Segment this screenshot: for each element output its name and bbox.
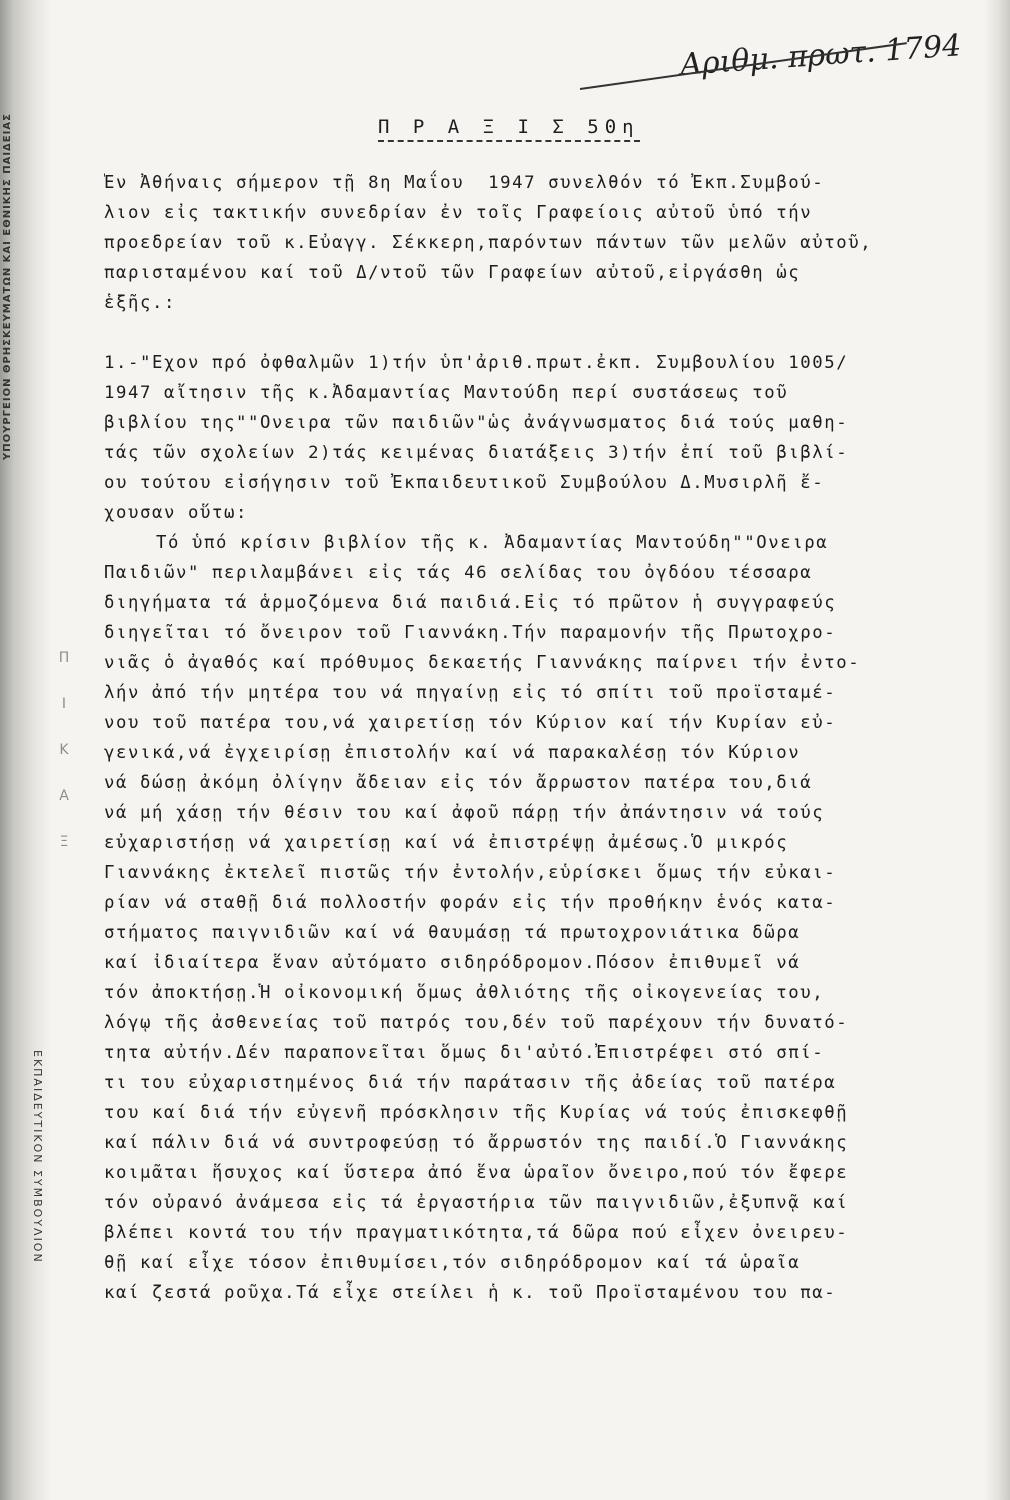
margin-letters — [52, 650, 76, 850]
margin-letter: Ι — [61, 696, 67, 712]
protocol-number-annotation: Αριθμ. πρωτ. 1794 — [679, 28, 963, 83]
ministry-stamp: ΥΠΟΥΡΓΕΙΟΝ ΘΡΗΣΚΕΥΜΑΤΩΝ ΚΑΙ ΕΘΝΙΚΗΣ ΠΑΙΔΕΙΑΣ — [2, 113, 13, 460]
text-line: παρισταμένου καί τοῦ Δ/ντοῦ τῶν Γραφείων αὐτοῦ,εἰργάσθη ὡς — [104, 263, 801, 283]
text-line: τι του εὐχαριστημένος διά τήν παράτασιν τῆς ἀδείας τοῦ πατέρα — [104, 1073, 837, 1093]
text-line: ἑξῆς.: — [104, 293, 177, 313]
text-line: κοιμᾶται ἥσυχος καί ὕστερα ἀπό ἕνα ὡραῖον ὄνειρο,πού τόν ἔφερε — [104, 1163, 849, 1183]
text-line: 1.-"Εχον πρό ὀφθαλμῶν 1)τήν ὑπ'ἀριθ.πρωτ.ἐκπ. Συμβουλίου 1005/ — [104, 353, 849, 373]
text-line: διηγήματα τά ἁρμοζόμενα διά παιδιά.Εἰς τό πρῶτον ἡ συγγραφεύς — [104, 593, 837, 613]
text-line: τόν ἀποκτήσῃ.Ἡ οἰκονομική ὅμως ἀθλιότης τῆς οἰκογενείας του, — [104, 983, 825, 1003]
paragraph-item-1 — [104, 348, 974, 528]
text-line: τόν οὐρανό ἀνάμεσα εἰς τά ἐργαστήρια τῶν παιγνιδιῶν,ἐξυπνᾷ καί — [104, 1193, 849, 1213]
document-body — [104, 168, 974, 1308]
margin-letter: Κ — [59, 742, 69, 758]
text-line: βλέπει κοντά του τήν πραγματικότητα,τά δῶρα πού εἶχεν ὀνειρευ- — [104, 1223, 849, 1243]
text-line: νά μή χάσῃ τήν θέσιν του καί ἀφοῦ πάρῃ τήν ἀπάντησιν νά τούς — [104, 803, 825, 823]
text-line: λιον εἰς τακτικήν συνεδρίαν ἐν τοῖς Γραφείοις αὐτοῦ ὑπό τήν — [104, 203, 813, 223]
text-line: 1947 αἴτησιν τῆς κ.Ἀδαμαντίας Μαντούδη περί συστάσεως τοῦ — [104, 383, 789, 403]
paragraph-meeting-intro — [104, 168, 974, 318]
text-line: νά δώσῃ ἀκόμη ὀλίγην ἄδειαν εἰς τόν ἄρρωστον πατέρα του,διά — [104, 773, 813, 793]
margin-letter: Α — [59, 788, 69, 804]
text-line: ου τούτου εἰσήγησιν τοῦ Ἐκπαιδευτικοῦ Συμβούλου Δ.Μυσιρλῆ ἔ- — [104, 473, 825, 493]
text-line: προεδρείαν τοῦ κ.Εὐαγγ. Σέκκερη,παρόντων πάντων τῶν μελῶν αὐτοῦ, — [104, 233, 873, 253]
margin-letter: Π — [58, 650, 70, 666]
text-line: Παιδιῶν" περιλαμβάνει εἰς τάς 46 σελίδας του ὀγδόου τέσσαρα — [104, 563, 813, 583]
right-page-edge — [984, 0, 1010, 1500]
document-title: Π Ρ Α Ξ Ι Σ 50η — [378, 116, 640, 142]
text-line: χουσαν οὕτω: — [104, 503, 249, 523]
text-line: νου τοῦ πατέρα του,νά χαιρετίσῃ τόν Κύριον καί τήν Κυρίαν εὐ- — [104, 713, 837, 733]
text-line: Γιαννάκης ἐκτελεῖ πιστῶς τήν ἐντολήν,εὑρίσκει ὅμως τήν εὐκαι- — [104, 863, 837, 883]
text-line: διηγεῖται τό ὄνειρον τοῦ Γιαννάκη.Τήν παραμονήν τῆς Πρωτοχρο- — [104, 623, 837, 643]
text-line: καί ζεστά ροῦχα.Τά εἶχε στείλει ἡ κ. τοῦ Προϊσταμένου του πα- — [104, 1283, 837, 1303]
paragraph-report — [104, 528, 974, 1308]
margin-letter: Ξ — [59, 834, 69, 850]
text-line: Τό ὑπό κρίσιν βιβλίον τῆς κ. Ἀδαμαντίας Μαντούδη""Ονειρα — [156, 533, 829, 553]
text-line: νιᾶς ὁ ἀγαθός καί πρόθυμος δεκαετής Γιαννάκης παίρνει τήν ἐντο- — [104, 653, 861, 673]
text-line: τητα αὐτήν.Δέν παραπονεῖται ὅμως δι'αὐτό.Ἐπιστρέφει στό σπί- — [104, 1043, 825, 1063]
text-line: στήματος παιγνιδιῶν καί νά θαυμάσῃ τά πρωτοχρονιάτικα δῶρα — [104, 923, 801, 943]
text-line: ρίαν νά σταθῇ διά πολλοστήν φοράν εἰς τήν προθήκην ἑνός κατα- — [104, 893, 837, 913]
text-line: καί ἰδιαίτερα ἕναν αὐτόματο σιδηρόδρομον.Πόσον ἐπιθυμεῖ νά — [104, 953, 801, 973]
text-line: καί πάλιν διά νά συντροφεύσῃ τό ἄρρωστόν της παιδί.Ὁ Γιαννάκης — [104, 1133, 849, 1153]
council-stamp: ΕΚΠΑΙΔΕΥΤΙΚΟΝ ΣΥΜΒΟΥΛΙΟΝ — [31, 1050, 44, 1264]
text-line: λήν ἀπό τήν μητέρα του νά πηγαίνῃ εἰς τό σπίτι τοῦ προϊσταμέ- — [104, 683, 837, 703]
paragraph-gap — [104, 318, 974, 348]
text-line: γενικά,νά ἐγχειρίσῃ ἐπιστολήν καί νά παρακαλέσῃ τόν Κύριον — [104, 743, 801, 763]
text-line: τάς τῶν σχολείων 2)τάς κειμένας διατάξεις 3)τήν ἐπί τοῦ βιβλί- — [104, 443, 849, 463]
text-line: εὐχαριστήσῃ νά χαιρετίσῃ καί νά ἐπιστρέψῃ ἀμέσως.Ὁ μικρός — [104, 833, 789, 853]
text-line: θῇ καί εἶχε τόσον ἐπιθυμίσει,τόν σιδηρόδρομον καί τά ὡραῖα — [104, 1253, 801, 1273]
text-line: Ἐν Ἀθήναις σήμερον τῇ 8η Μαΐου 1947 συνελθόν τό Ἐκπ.Συμβού- — [104, 173, 825, 193]
text-line: του καί διά τήν εὐγενῆ πρόσκλησιν τῆς Κυρίας νά τούς ἐπισκεφθῇ — [104, 1103, 849, 1123]
text-line: βιβλίου της""Ονειρα τῶν παιδιῶν"ὡς ἀνάγνωσματος διά τούς μαθη- — [104, 413, 849, 433]
text-line: λόγῳ τῆς ἀσθενείας τοῦ πατρός του,δέν τοῦ παρέχουν τήν δυνατό- — [104, 1013, 849, 1033]
